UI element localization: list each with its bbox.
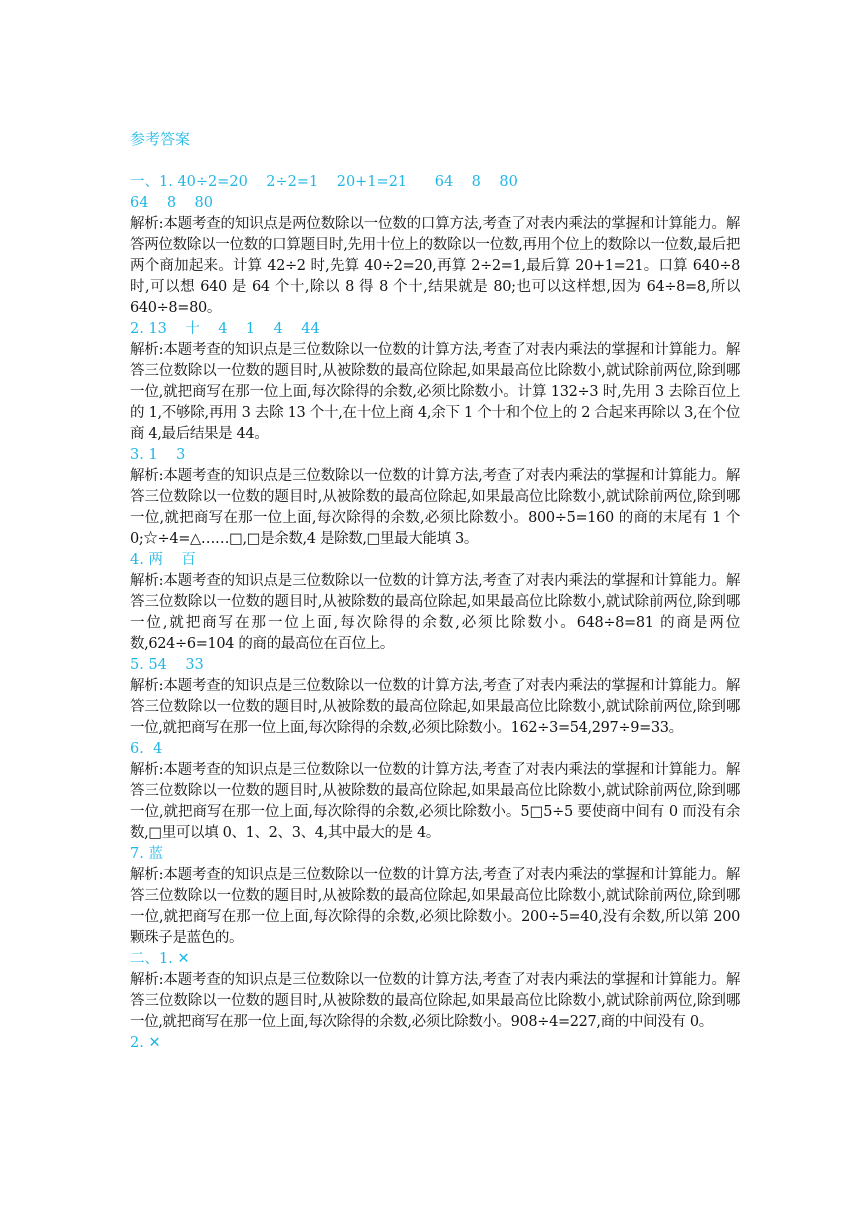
explanation-text: 解析:本题考查的知识点是三位数除以一位数的计算方法,考查了对表内乘法的掌握和计算能力。解答三位数除以一位数的题目时,从被除数的最高位除起,如果最高位比除数小,就试除前两位,除到哪一位,就把商写在那一位上面,每次除得的余数,必须比除数小。计算 132÷3 时,先用 3 去除百位上的 1,不够除,再用 3 去除 13 个十,在十位上商 4,余下 1 个十和个位上的 2 合起来再除以 3,在个位商 4,最后结果是 44。 xyxy=(130,342,740,442)
answer-line: 5. 54 33 xyxy=(130,657,204,673)
answer-line: 一、1. 40÷2=20 2÷2=1 20+1=21 64 8 80 64 8 80 xyxy=(130,174,518,211)
explanation-text: 解析:本题考查的知识点是三位数除以一位数的计算方法,考查了对表内乘法的掌握和计算能力。解答三位数除以一位数的题目时,从被除数的最高位除起,如果最高位比除数小,就试除前两位,除到哪一位,就把商写在那一位上面,每次除得的余数,必须比除数小。908÷4=227,商的中间没有 0。 xyxy=(130,972,740,1030)
explanation-text: 解析:本题考查的知识点是三位数除以一位数的计算方法,考查了对表内乘法的掌握和计算能力。解答三位数除以一位数的题目时,从被除数的最高位除起,如果最高位比除数小,就试除前两位,除到哪一位,就把商写在那一位上面,每次除得的余数,必须比除数小。200÷5=40,没有余数,所以第 200 颗珠子是蓝色的。 xyxy=(130,867,740,946)
answer-item xyxy=(130,319,740,445)
explanation-text: 解析:本题考查的知识点是三位数除以一位数的计算方法,考查了对表内乘法的掌握和计算能力。解答三位数除以一位数的题目时,从被除数的最高位除起,如果最高位比除数小,就试除前两位,除到哪一位,就把商写在那一位上面,每次除得的余数,必须比除数小。648÷8=81 的商是两位数,624÷6=104 的商的最高位在百位上。 xyxy=(130,573,740,652)
answer-line: 7. 蓝 xyxy=(130,846,163,862)
answer-line: 2. ✕ xyxy=(130,1035,161,1051)
explanation-text: 解析:本题考查的知识点是两位数除以一位数的口算方法,考查了对表内乘法的掌握和计算能力。解答两位数除以一位数的口算题目时,先用十位上的数除以一位数,再用个位上的数除以一位数,最后把两个商加起来。计算 42÷2 时,先算 40÷2=20,再算 2÷2=1,最后算 20+1=21。口算 640÷8 时,可以想 640 是 64 个十,除以 8 得 8 个十,结果就是 80;也可以这样想,因为 64÷8=8,所以 640÷8=80。 xyxy=(130,216,740,316)
answer-line: 3. 1 3 xyxy=(130,447,186,463)
answer-item xyxy=(130,1033,740,1054)
answer-line: 4. 两 百 xyxy=(130,552,196,568)
answer-item xyxy=(130,949,740,1033)
answer-item xyxy=(130,172,740,319)
answer-line: 二、1. ✕ xyxy=(130,951,190,967)
explanation-text: 解析:本题考查的知识点是三位数除以一位数的计算方法,考查了对表内乘法的掌握和计算能力。解答三位数除以一位数的题目时,从被除数的最高位除起,如果最高位比除数小,就试除前两位,除到哪一位,就把商写在那一位上面,每次除得的余数,必须比除数小。162÷3=54,297÷9=33。 xyxy=(130,678,740,736)
answer-line: 2. 13 十 4 1 4 44 xyxy=(130,321,320,337)
answer-item xyxy=(130,445,740,550)
answer-item xyxy=(130,844,740,949)
page-title: 参考答案 xyxy=(130,130,191,148)
answer-item xyxy=(130,739,740,844)
explanation-text: 解析:本题考查的知识点是三位数除以一位数的计算方法,考查了对表内乘法的掌握和计算能力。解答三位数除以一位数的题目时,从被除数的最高位除起,如果最高位比除数小,就试除前两位,除到哪一位,就把商写在那一位上面,每次除得的余数,必须比除数小。800÷5=160 的商的末尾有 1 个 0;☆÷4=△……□,□是余数,4 是除数,□里最大能填 3。 xyxy=(130,468,740,547)
answer-item xyxy=(130,655,740,739)
explanation-text: 解析:本题考查的知识点是三位数除以一位数的计算方法,考查了对表内乘法的掌握和计算能力。解答三位数除以一位数的题目时,从被除数的最高位除起,如果最高位比除数小,就试除前两位,除到哪一位,就把商写在那一位上面,每次除得的余数,必须比除数小。5□5÷5 要使商中间有 0 而没有余数,□里可以填 0、1、2、3、4,其中最大的是 4。 xyxy=(130,762,740,841)
answer-line: 6. 4 xyxy=(130,741,163,757)
answer-page xyxy=(130,126,740,1054)
answer-item xyxy=(130,550,740,655)
